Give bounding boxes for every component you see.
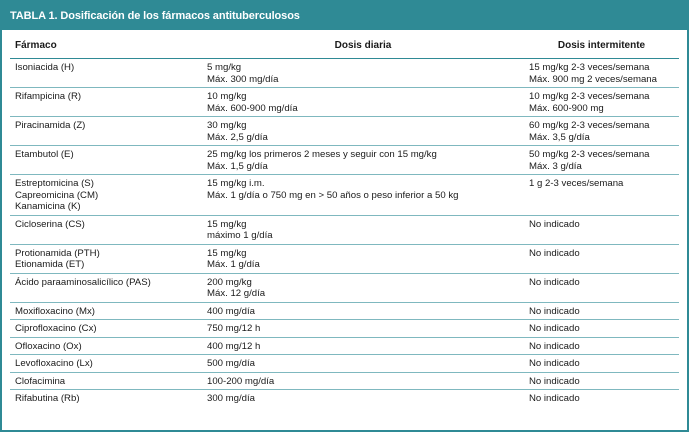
daily-dose-cell-line: 15 mg/kg bbox=[207, 218, 247, 230]
drug-cell bbox=[10, 355, 202, 373]
table-title: TABLA 1. Dosificación de los fármacos antituberculosos bbox=[2, 2, 687, 30]
intermittent-dose-cell-line: Máx. 900 mg 2 veces/semana bbox=[529, 73, 657, 85]
daily-dose-cell bbox=[202, 273, 524, 302]
daily-dose-cell-line: 300 mg/día bbox=[207, 393, 256, 404]
header-daily-dose: Dosis diaria bbox=[202, 32, 524, 59]
daily-dose-cell bbox=[202, 337, 524, 355]
daily-dose-cell-line: 10 mg/kg bbox=[207, 91, 247, 102]
drug-cell-line: Isoniacida (H) bbox=[15, 62, 75, 73]
daily-dose-cell-line: Máx. 300 mg/día bbox=[207, 73, 279, 85]
intermittent-dose-cell-line: 1 g 2-3 veces/semana bbox=[529, 178, 624, 189]
intermittent-dose-cell bbox=[524, 320, 679, 338]
daily-dose-cell bbox=[202, 59, 524, 88]
drug-cell bbox=[10, 390, 202, 407]
dosage-table bbox=[10, 32, 679, 407]
daily-dose-cell bbox=[202, 320, 524, 338]
daily-dose-cell-line: Máx. 600-900 mg/día bbox=[207, 102, 298, 114]
drug-cell-line: Rifampicina (R) bbox=[15, 91, 82, 102]
intermittent-dose-cell-line: No indicado bbox=[529, 305, 580, 317]
daily-dose-cell-line: máximo 1 g/día bbox=[207, 230, 273, 241]
header-intermittent-dose: Dosis intermitente bbox=[524, 32, 679, 59]
daily-dose-cell-line: 5 mg/kg bbox=[207, 62, 242, 73]
daily-dose-cell-line: Máx. 1 g/día bbox=[207, 259, 260, 270]
drug-cell-line: Protionamida (PTH) bbox=[15, 247, 100, 259]
daily-dose-cell-line: 100-200 mg/día bbox=[207, 375, 275, 387]
daily-dose-cell-line: 500 mg/día bbox=[207, 358, 256, 369]
drug-cell bbox=[10, 175, 202, 216]
daily-dose-cell bbox=[202, 244, 524, 273]
intermittent-dose-cell-line: No indicado bbox=[529, 247, 580, 259]
daily-dose-cell-line: Máx. 12 g/día bbox=[207, 288, 266, 299]
daily-dose-cell bbox=[202, 146, 524, 175]
intermittent-dose-cell bbox=[524, 88, 679, 117]
table-row bbox=[10, 175, 679, 216]
drug-cell-line: Estreptomicina (S) bbox=[15, 178, 94, 189]
intermittent-dose-cell bbox=[524, 390, 679, 407]
intermittent-dose-cell bbox=[524, 337, 679, 355]
drug-cell-line: Clofacimina bbox=[15, 375, 66, 387]
table-row bbox=[10, 302, 679, 320]
daily-dose-cell bbox=[202, 372, 524, 390]
drug-cell-line: Capreomicina (CM) bbox=[15, 189, 99, 201]
table-row bbox=[10, 320, 679, 338]
daily-dose-cell-line: 750 mg/12 h bbox=[207, 323, 261, 334]
intermittent-dose-cell-line: No indicado bbox=[529, 323, 580, 334]
intermittent-dose-cell-line: No indicado bbox=[529, 218, 580, 230]
drug-cell bbox=[10, 146, 202, 175]
drug-cell bbox=[10, 244, 202, 273]
drug-cell bbox=[10, 117, 202, 146]
daily-dose-cell bbox=[202, 355, 524, 373]
table-row bbox=[10, 117, 679, 146]
daily-dose-cell-line: 200 mg/kg bbox=[207, 276, 252, 288]
daily-dose-cell bbox=[202, 390, 524, 407]
intermittent-dose-cell-line: 50 mg/kg 2-3 veces/semana bbox=[529, 149, 650, 160]
table-row bbox=[10, 215, 679, 244]
drug-cell-line: Kanamicina (K) bbox=[15, 201, 81, 212]
daily-dose-cell bbox=[202, 175, 524, 216]
daily-dose-cell bbox=[202, 117, 524, 146]
daily-dose-cell-line: 25 mg/kg los primeros 2 meses y seguir con 15 mg/kg bbox=[207, 149, 437, 160]
daily-dose-cell-line: Máx. 1,5 g/día bbox=[207, 160, 268, 172]
daily-dose-cell-line: 15 mg/kg bbox=[207, 247, 247, 259]
drug-cell-line: Rifabutina (Rb) bbox=[15, 393, 80, 404]
drug-cell-line: Levofloxacino (Lx) bbox=[15, 358, 93, 369]
intermittent-dose-cell-line: No indicado bbox=[529, 393, 580, 404]
table-row bbox=[10, 146, 679, 175]
header-drug: Fármaco bbox=[10, 32, 202, 59]
drug-cell-line: Cicloserina (CS) bbox=[15, 218, 85, 230]
daily-dose-cell bbox=[202, 215, 524, 244]
drug-cell-line: Etionamida (ET) bbox=[15, 259, 85, 270]
drug-cell-line: Ofloxacino (Ox) bbox=[15, 340, 82, 352]
intermittent-dose-cell-line: Máx. 3 g/día bbox=[529, 160, 582, 172]
intermittent-dose-cell bbox=[524, 175, 679, 216]
intermittent-dose-cell-line: Máx. 600-900 mg bbox=[529, 102, 604, 114]
intermittent-dose-cell bbox=[524, 302, 679, 320]
daily-dose-cell-line: 400 mg/día bbox=[207, 305, 256, 317]
intermittent-dose-cell bbox=[524, 355, 679, 373]
table-row bbox=[10, 337, 679, 355]
drug-cell-line: Etambutol (E) bbox=[15, 149, 74, 160]
intermittent-dose-cell-line: Máx. 3,5 g/día bbox=[529, 131, 590, 143]
daily-dose-cell-line: 15 mg/kg i.m. bbox=[207, 178, 265, 189]
drug-cell bbox=[10, 215, 202, 244]
drug-cell bbox=[10, 302, 202, 320]
table-row bbox=[10, 355, 679, 373]
intermittent-dose-cell-line: 60 mg/kg 2-3 veces/semana bbox=[529, 120, 650, 131]
intermittent-dose-cell bbox=[524, 372, 679, 390]
intermittent-dose-cell bbox=[524, 273, 679, 302]
intermittent-dose-cell-line: 15 mg/kg 2-3 veces/semana bbox=[529, 62, 650, 73]
table-row bbox=[10, 88, 679, 117]
drug-cell-line: Ciprofloxacino (Cx) bbox=[15, 323, 97, 334]
daily-dose-cell bbox=[202, 302, 524, 320]
drug-cell bbox=[10, 59, 202, 88]
drug-cell-line: Moxifloxacino (Mx) bbox=[15, 305, 95, 317]
intermittent-dose-cell bbox=[524, 244, 679, 273]
drug-cell bbox=[10, 337, 202, 355]
daily-dose-cell-line: Máx. 1 g/día o 750 mg en > 50 años o peso inferior a 50 kg bbox=[207, 189, 459, 201]
table-row bbox=[10, 273, 679, 302]
table-header bbox=[10, 32, 679, 59]
intermittent-dose-cell-line: No indicado bbox=[529, 340, 580, 352]
table-row bbox=[10, 390, 679, 407]
daily-dose-cell-line: 400 mg/12 h bbox=[207, 340, 261, 352]
table-body bbox=[10, 59, 679, 407]
table-row bbox=[10, 59, 679, 88]
table-row bbox=[10, 372, 679, 390]
drug-cell-line: Ácido paraaminosalicílico (PAS) bbox=[15, 276, 151, 288]
intermittent-dose-cell-line: No indicado bbox=[529, 375, 580, 387]
drug-cell bbox=[10, 88, 202, 117]
drug-cell-line: Piracinamida (Z) bbox=[15, 120, 86, 131]
intermittent-dose-cell bbox=[524, 146, 679, 175]
intermittent-dose-cell-line: No indicado bbox=[529, 276, 580, 288]
intermittent-dose-cell-line: No indicado bbox=[529, 358, 580, 369]
intermittent-dose-cell bbox=[524, 59, 679, 88]
drug-cell bbox=[10, 372, 202, 390]
drug-cell bbox=[10, 320, 202, 338]
table-row bbox=[10, 244, 679, 273]
intermittent-dose-cell-line: 10 mg/kg 2-3 veces/semana bbox=[529, 91, 650, 102]
drug-cell bbox=[10, 273, 202, 302]
daily-dose-cell-line: Máx. 2,5 g/día bbox=[207, 131, 268, 143]
intermittent-dose-cell bbox=[524, 215, 679, 244]
daily-dose-cell bbox=[202, 88, 524, 117]
intermittent-dose-cell bbox=[524, 117, 679, 146]
daily-dose-cell-line: 30 mg/kg bbox=[207, 120, 247, 131]
